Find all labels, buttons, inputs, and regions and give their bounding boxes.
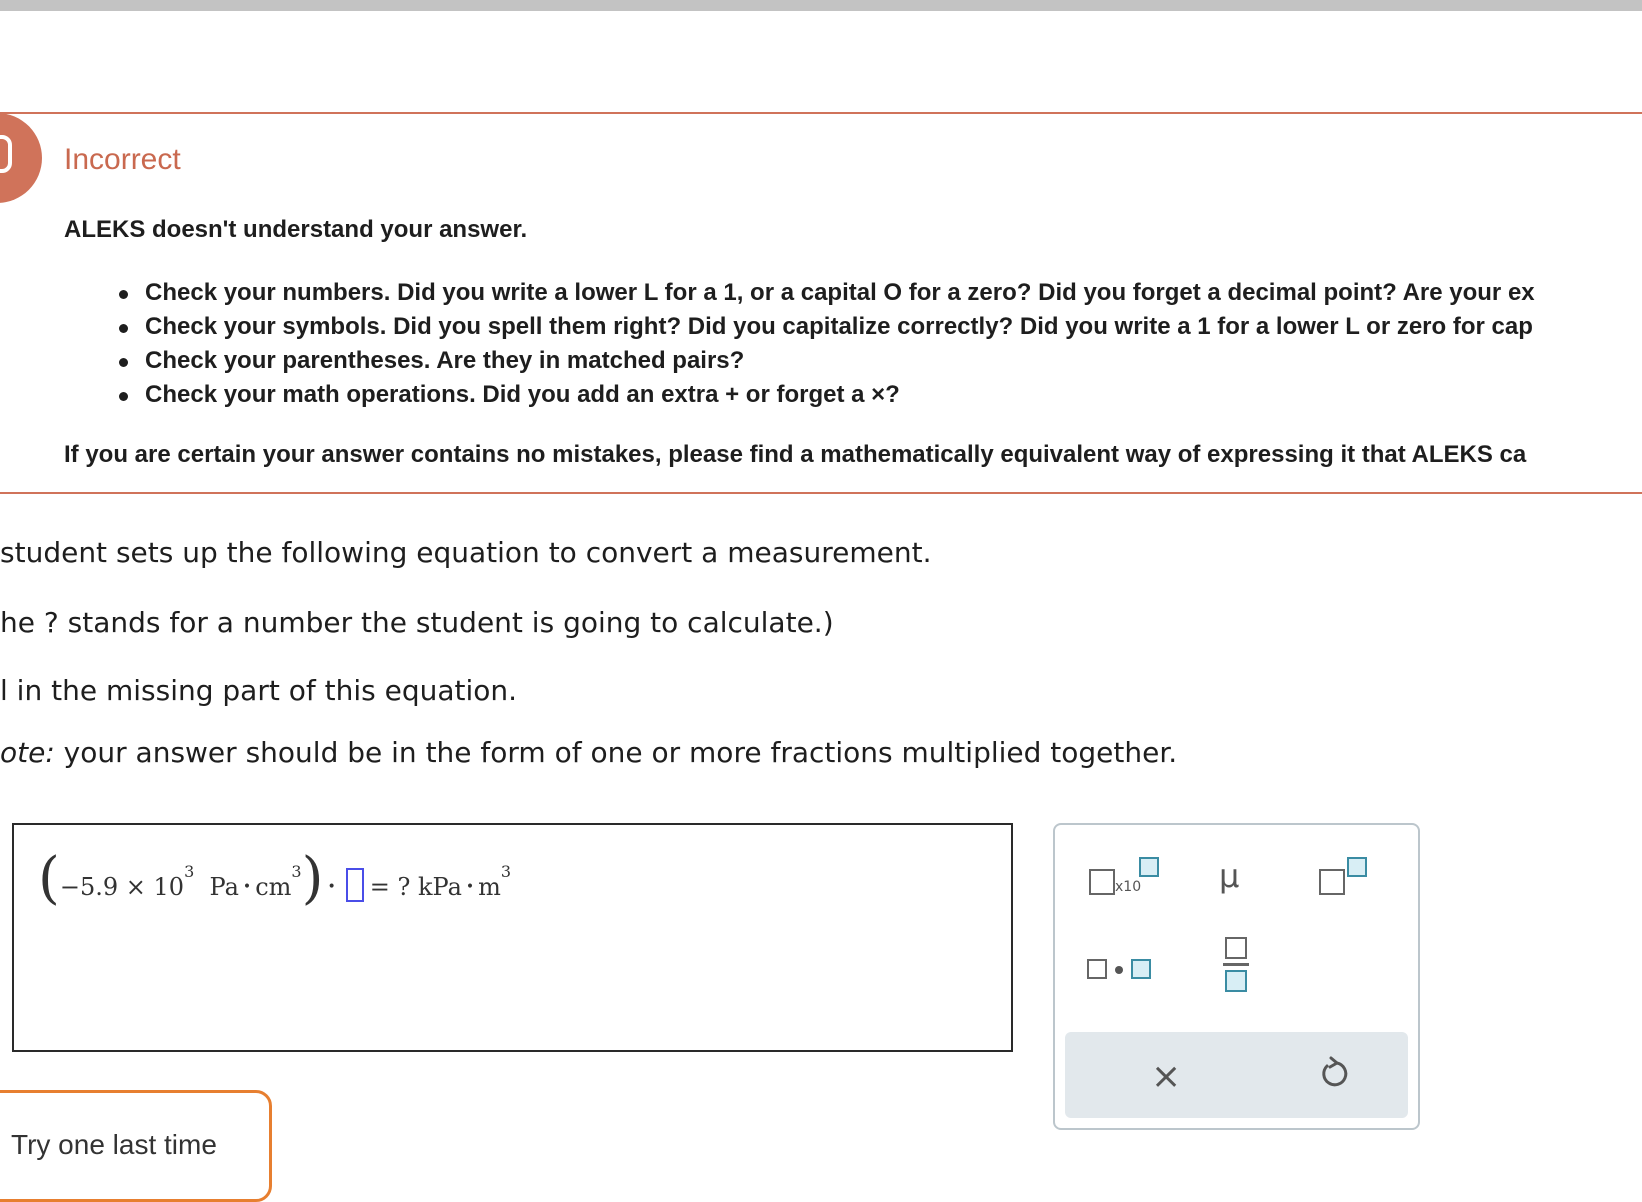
chat-bubble-icon	[0, 113, 42, 203]
eq-unit2: cm	[255, 873, 292, 901]
feedback-tips-list	[115, 276, 1535, 412]
missing-part-input[interactable]	[346, 868, 364, 902]
superscript-button[interactable]	[1315, 853, 1395, 913]
box-icon	[1319, 869, 1345, 895]
palette-actions	[1065, 1032, 1408, 1118]
mu-icon: μ	[1219, 857, 1240, 895]
answer-input-area[interactable]	[12, 823, 1013, 1052]
scientific-notation-button[interactable]	[1085, 853, 1165, 913]
eq-rhs-value: ?	[397, 873, 411, 901]
equation	[38, 844, 512, 911]
question-line-2: he ? stands for a number the student is going to calculate.)	[0, 606, 834, 639]
top-bar	[0, 0, 1642, 11]
eq-rhs-dot: •	[465, 879, 475, 895]
try-again-label: Try one last time	[11, 1129, 217, 1160]
feedback-tip: Check your math operations. Did you add an extra + or forget a ×?	[115, 378, 1535, 412]
exponent-box-icon	[1139, 857, 1159, 877]
dot-icon	[1115, 966, 1123, 974]
eq-dot: •	[242, 879, 252, 895]
eq-rhs-unit2-exp: 3	[500, 862, 512, 881]
eq-rhs-unit1: kPa	[417, 873, 462, 901]
box-icon	[1087, 959, 1107, 979]
feedback-message: ALEKS doesn't understand your answer.	[64, 216, 528, 243]
try-again-button[interactable]	[0, 1090, 272, 1202]
note-text: your answer should be in the form of one or more fractions multiplied together.	[54, 736, 1178, 769]
eq-base: 10	[153, 873, 185, 901]
fraction-button[interactable]	[1195, 937, 1275, 997]
question-line-1: student sets up the following equation to convert a measurement.	[0, 536, 932, 569]
feedback-title: Incorrect	[64, 143, 181, 176]
box-icon	[1131, 959, 1151, 979]
feedback-tip: Check your parentheses. Are they in matched pairs?	[115, 344, 1535, 378]
fraction-bar-icon	[1223, 963, 1249, 966]
undo-button[interactable]	[1315, 1054, 1355, 1098]
exponent-box-icon	[1347, 857, 1367, 877]
eq-coefficient: 5.9	[79, 873, 119, 901]
math-palette	[1053, 823, 1420, 1130]
eq-sign: −	[59, 873, 80, 901]
x10-label: x10	[1115, 879, 1142, 895]
close-paren: )	[301, 846, 324, 911]
numerator-box-icon	[1225, 937, 1247, 959]
question-line-3: l in the missing part of this equation.	[0, 674, 518, 707]
eq-unit2-exp: 3	[291, 862, 302, 881]
denominator-box-icon	[1225, 970, 1247, 992]
feedback-certain-note: If you are certain your answer contains no mistakes, please find a mathematically equivalent way of expressing it that ALEKS ca	[64, 441, 1527, 468]
eq-equals: =	[369, 873, 390, 901]
question-note	[0, 736, 1177, 769]
eq-times: ×	[125, 873, 146, 901]
note-label: ote:	[0, 736, 55, 769]
feedback-tip: Check your numbers. Did you write a lower L for a 1, or a capital O for a zero? Did you forget a decimal point? Are your ex	[115, 276, 1535, 310]
box-icon	[1089, 869, 1115, 895]
clear-button[interactable]: ×	[1151, 1056, 1182, 1097]
multiply-dot-button[interactable]	[1085, 945, 1165, 1005]
open-paren: (	[38, 846, 60, 911]
mu-button[interactable]	[1195, 853, 1275, 913]
undo-icon	[1315, 1054, 1355, 1094]
eq-exponent: 3	[184, 862, 195, 881]
eq-rhs-unit2: m	[478, 873, 501, 901]
eq-unit1: Pa	[209, 873, 239, 901]
eq-multiply-dot: •	[327, 879, 336, 895]
feedback-tip: Check your symbols. Did you spell them right? Did you capitalize correctly? Did you write a 1 for a lower L or zero for cap	[115, 310, 1535, 344]
